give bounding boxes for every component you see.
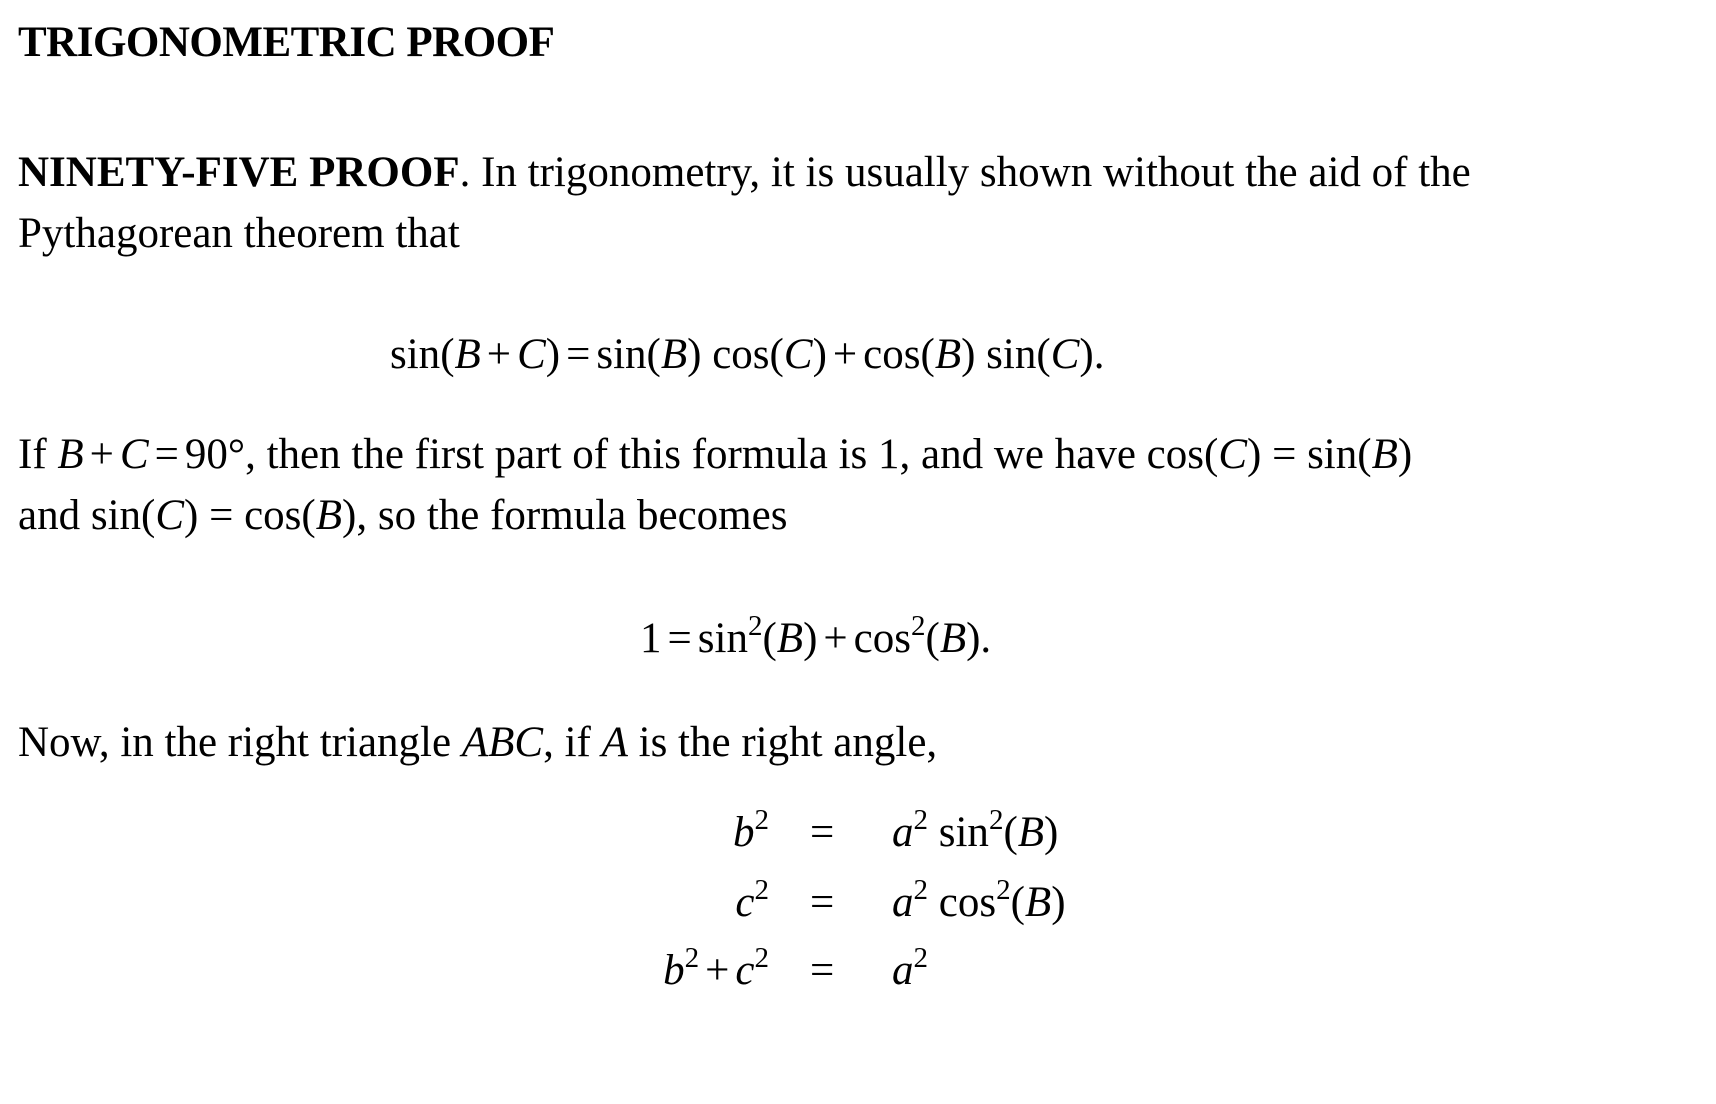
exponent: 2	[913, 804, 928, 836]
plus-sign: +	[705, 947, 730, 994]
exponent: 2	[754, 804, 769, 836]
number-one: 1	[640, 615, 662, 662]
plus-sign: +	[486, 331, 512, 378]
cos-fn: cos	[938, 879, 997, 926]
aligned-row-3	[0, 942, 1716, 1018]
sin-fn: sin	[986, 331, 1037, 378]
sin-fn: sin	[697, 615, 748, 662]
row-rhs: $a^2$ $\cos^2(B)$	[892, 874, 1066, 926]
equation-sum-formula: sin(B + C) = sin(B) cos(C) + cos(B) sin(C).	[390, 331, 1105, 378]
var-b: b	[663, 947, 685, 994]
text: If	[18, 431, 58, 478]
var-c: C	[517, 331, 546, 378]
text: Now, in the right triangle	[18, 719, 462, 766]
var-c: C	[119, 431, 149, 478]
var-c: c	[735, 879, 755, 926]
text: ) = cos(	[184, 492, 316, 539]
intro-text-1: . In trigonometry, it is usually shown without the aid of the	[459, 149, 1471, 196]
var-b: B	[934, 331, 962, 378]
row-lhs	[663, 942, 769, 995]
var-b: B	[1024, 879, 1052, 926]
exponent: 2	[996, 874, 1011, 906]
equals-sign: =	[154, 431, 179, 478]
cos-fn: cos	[863, 331, 921, 378]
var-b: b	[733, 809, 755, 856]
exponent: 2	[910, 610, 926, 642]
var-b: B	[776, 615, 804, 662]
equals-sign: =	[667, 615, 692, 662]
var-a: a	[892, 947, 914, 994]
text: , then the first part of this formula is 1, and we have cos(	[245, 431, 1219, 478]
intro-paragraph	[18, 142, 1471, 264]
var-b: B	[454, 331, 481, 378]
var-b: B	[57, 431, 84, 478]
text: is the right angle,	[627, 719, 938, 766]
var-c: C	[1218, 431, 1247, 478]
exponent: 2	[988, 804, 1004, 836]
equals-sign: =	[810, 809, 835, 856]
triangle-paragraph	[18, 712, 937, 773]
var-b: B	[1017, 809, 1045, 856]
var-c: c	[735, 947, 755, 994]
var-b: B	[1371, 431, 1398, 478]
condition-paragraph	[18, 424, 1412, 546]
triangle-name: ABC	[461, 719, 544, 766]
var-b: B	[660, 331, 688, 378]
text: and sin(	[18, 492, 156, 539]
sin-fn: sin	[596, 331, 647, 378]
exponent: 2	[747, 610, 763, 642]
intro-line-2: Pythagorean theorem that	[18, 210, 460, 257]
period: .	[1093, 331, 1105, 378]
var-a: A	[601, 719, 628, 766]
equals-sign: =	[810, 947, 835, 994]
exponent: 2	[684, 942, 700, 974]
row-rhs	[892, 942, 928, 995]
exponent: 2	[913, 874, 928, 906]
condition-line-1	[18, 424, 1412, 485]
period: .	[980, 615, 992, 662]
text: ) = sin(	[1247, 431, 1372, 478]
angle-value: 90°	[184, 431, 246, 478]
page-title: TRIGONOMETRIC PROOF	[18, 19, 555, 66]
exponent: 2	[754, 942, 769, 974]
aligned-row-1	[0, 804, 1716, 880]
row-lhs	[735, 874, 769, 927]
var-c: C	[783, 331, 813, 378]
equals-sign: =	[810, 879, 835, 926]
var-a: a	[892, 809, 914, 856]
condition-line-2	[18, 485, 1412, 546]
equation-pythagorean-identity: $1 = \sin^2(B) + \cos^2(B)$.	[640, 610, 992, 662]
var-a: a	[892, 879, 914, 926]
exponent: 2	[913, 942, 928, 974]
row-rhs: $a^2$ $\sin^2(B)$	[892, 804, 1059, 856]
var-c: C	[1050, 331, 1080, 378]
cos-fn: cos	[853, 615, 911, 662]
aligned-row-2	[0, 874, 1716, 950]
equals-sign: =	[566, 331, 591, 378]
exponent: 2	[754, 874, 769, 906]
intro-line-1	[18, 142, 1471, 203]
var-b: B	[939, 615, 967, 662]
row-lhs	[733, 804, 769, 857]
text: ), so the formula becomes	[342, 492, 788, 539]
plus-sign: +	[823, 615, 848, 662]
var-c: C	[155, 492, 185, 539]
text: , if	[543, 719, 602, 766]
cos-fn: cos	[712, 331, 770, 378]
plus-sign: +	[832, 331, 858, 378]
section-label: NINETY-FIVE PROOF	[18, 149, 460, 196]
sin-fn: sin	[938, 809, 989, 856]
plus-sign: +	[89, 431, 114, 478]
var-b: B	[315, 492, 343, 539]
text: )	[1397, 431, 1413, 478]
sin-fn: sin	[390, 331, 441, 378]
